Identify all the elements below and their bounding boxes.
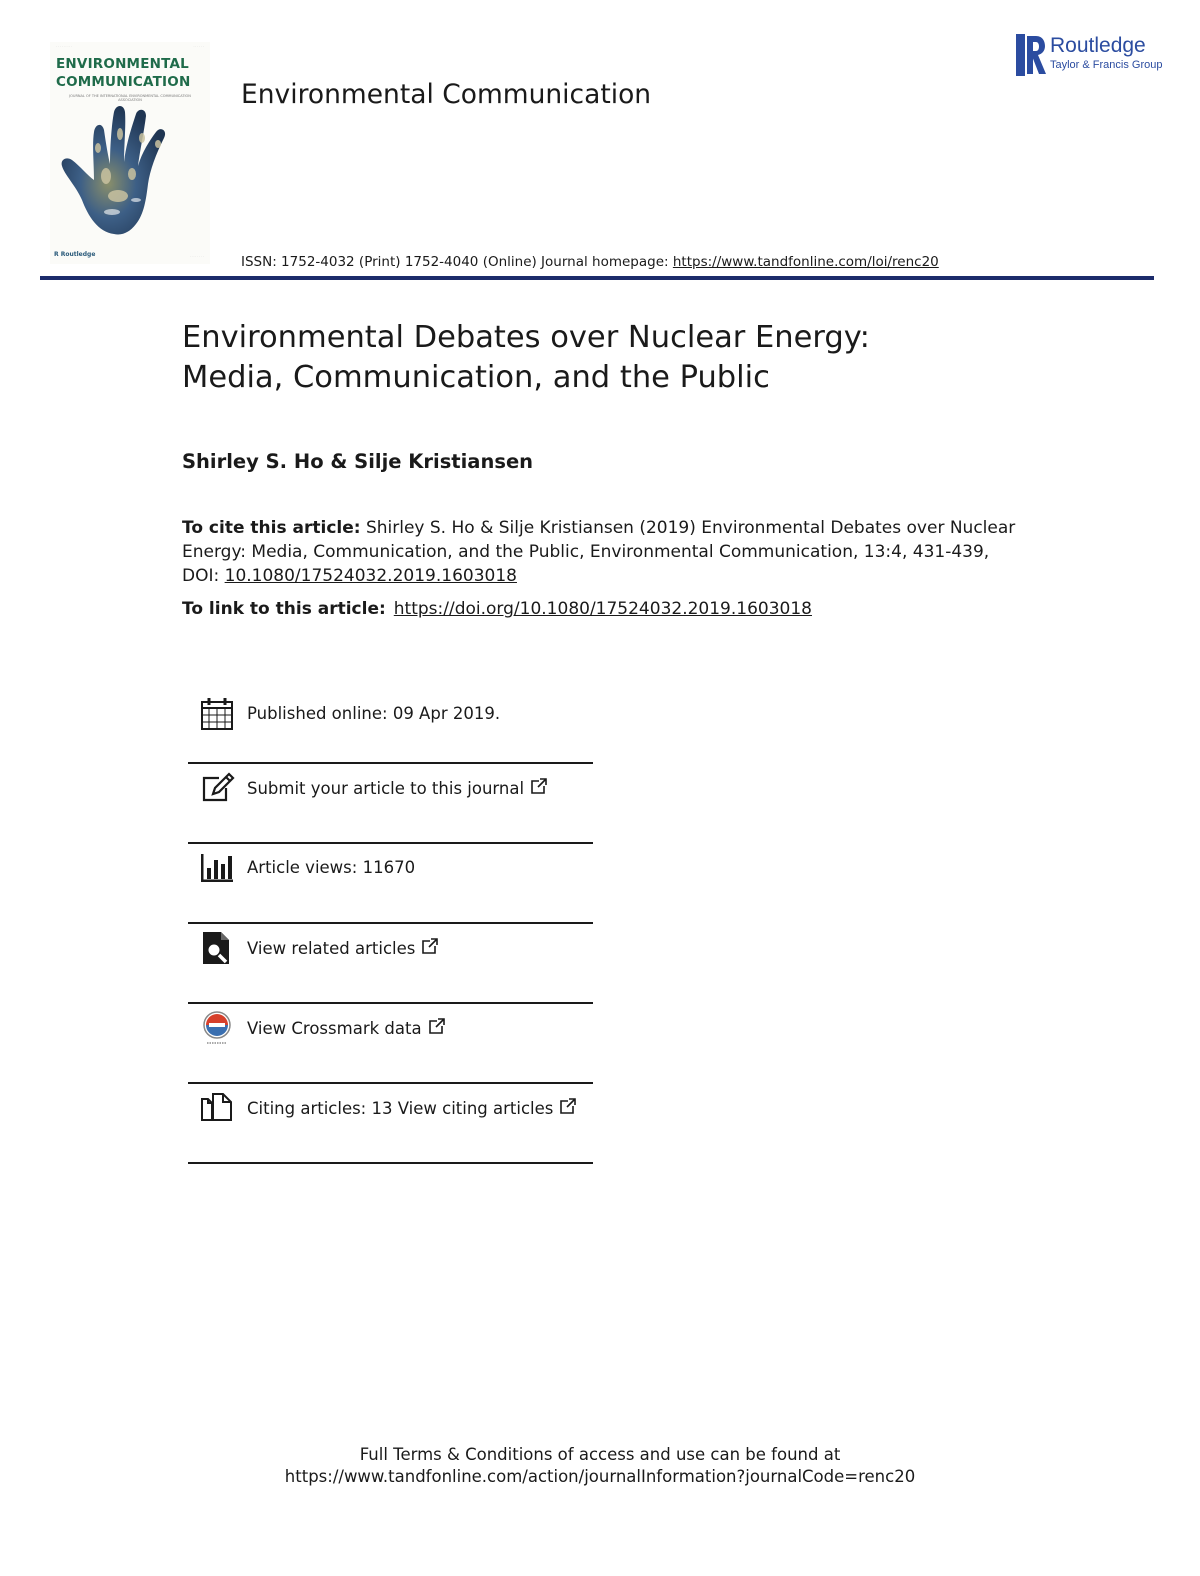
article-authors: Shirley S. Ho & Silje Kristiansen <box>182 450 534 473</box>
citing-articles-item[interactable] <box>188 1084 593 1164</box>
terms-footer <box>0 1444 1200 1488</box>
cover-topline: · · · · · · · · · · · · · · · <box>56 44 204 48</box>
external-link-icon <box>428 1018 445 1035</box>
journal-title: Environmental Communication <box>241 79 652 110</box>
cover-publisher: R Routledge <box>54 251 96 258</box>
citing-articles-link[interactable] <box>247 1098 576 1118</box>
article-doi-url-link[interactable]: https://doi.org/10.1080/17524032.2019.1603018 <box>393 599 812 619</box>
crossmark-item[interactable] <box>188 1004 593 1084</box>
external-link-icon <box>421 938 438 955</box>
external-link-icon <box>559 1098 576 1115</box>
publisher-group: Taylor & Francis Group <box>1050 59 1163 71</box>
article-link-label: To link to this article: <box>182 599 386 619</box>
issn-line <box>241 254 939 270</box>
published-online-item <box>188 690 593 764</box>
submit-article-text: Submit your article to this journal <box>247 779 525 798</box>
article-views-item <box>188 844 593 924</box>
crossmark-text: View Crossmark data <box>247 1019 422 1038</box>
cover-editor-line: · · · · · · · · <box>189 254 204 258</box>
journal-homepage-link[interactable]: https://www.tandfonline.com/loi/renc20 <box>672 254 939 270</box>
article-title-line2: Media, Communication, and the Public <box>182 360 770 395</box>
related-articles-link[interactable] <box>247 938 438 958</box>
handprint-globe-image <box>58 104 202 244</box>
related-articles-item[interactable] <box>188 924 593 1004</box>
article-title-line1: Environmental Debates over Nuclear Energy: <box>182 320 870 355</box>
submit-article-link[interactable] <box>247 778 547 798</box>
cover-title-line1: ENVIRONMENTAL <box>56 56 189 72</box>
citing-articles-text: Citing articles: 13 View citing articles <box>247 1099 554 1118</box>
header-divider <box>40 276 1154 280</box>
calendar-icon <box>199 696 235 732</box>
publisher-logo <box>1016 34 1166 76</box>
related-articles-text: View related articles <box>247 939 416 958</box>
edit-icon <box>199 770 235 806</box>
routledge-logo-icon <box>1016 34 1046 76</box>
crossmark-link[interactable] <box>247 1018 445 1038</box>
issn-text: ISSN: 1752-4032 (Print) 1752-4040 (Online) Journal homepage: <box>241 254 673 270</box>
citation-text: Shirley S. Ho & Silje Kristiansen (2019) Environmental Debates over Nuclear Energy: Media, Communication, and the Public, Environmental Communication, 13:4, 431-439, DOI: <box>182 518 1016 586</box>
article-link-line <box>182 599 812 619</box>
cover-publisher-name: Routledge <box>60 251 96 258</box>
article-info-list <box>188 690 593 1164</box>
footer-terms-url[interactable]: https://www.tandfonline.com/action/journalInformation?journalCode=renc20 <box>284 1467 916 1486</box>
external-link-icon <box>530 778 547 795</box>
copy-documents-icon <box>199 1090 235 1126</box>
submit-article-item[interactable] <box>188 764 593 844</box>
search-document-icon <box>199 930 235 966</box>
citation-doi-link[interactable]: 10.1080/17524032.2019.1603018 <box>224 566 517 586</box>
citation-block <box>182 516 1022 588</box>
cover-subtitle: JOURNAL OF THE INTERNATIONAL ENVIRONMENTAL COMMUNICATION ASSOCIATION <box>69 94 191 102</box>
footer-line1: Full Terms & Conditions of access and use can be found at <box>359 1445 841 1464</box>
published-online-text: Published online: 09 Apr 2019. <box>247 704 501 723</box>
journal-cover-thumbnail <box>50 42 210 264</box>
bar-chart-icon <box>199 850 235 886</box>
cover-title-line2: COMMUNICATION <box>56 74 191 90</box>
citation-label: To cite this article: <box>182 518 361 538</box>
article-title <box>182 318 1082 398</box>
publisher-name: Routledge <box>1050 34 1146 57</box>
article-views-text: Article views: 11670 <box>247 858 416 877</box>
crossmark-icon <box>199 1010 235 1046</box>
